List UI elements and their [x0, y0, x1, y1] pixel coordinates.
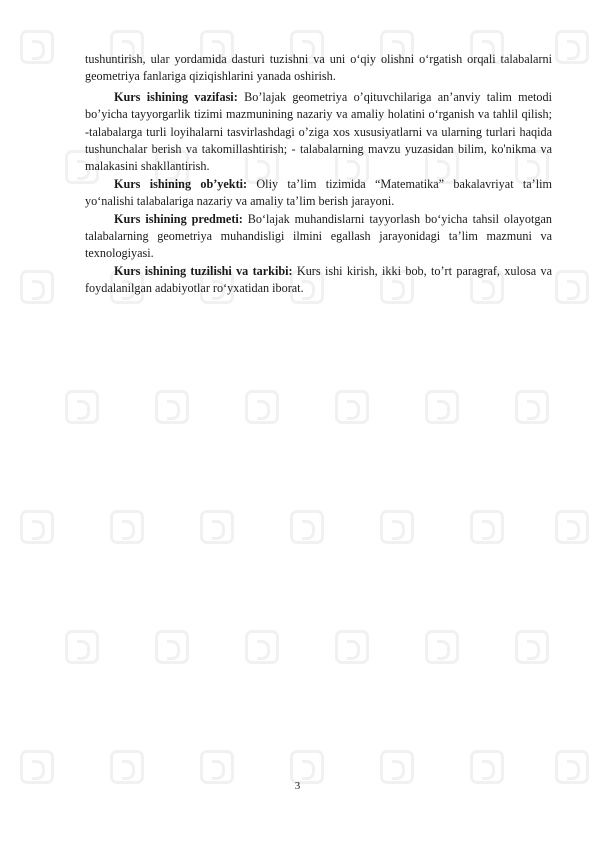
paragraph-label: Kurs ishining vazifasi: [114, 89, 238, 104]
watermark-tile [425, 630, 459, 664]
watermark-tile [245, 630, 279, 664]
watermark-tile [110, 510, 144, 544]
watermark-tile [155, 390, 189, 424]
body-text [85, 51, 552, 298]
paragraph-label: Kurs ishining ob’yekti: [114, 176, 248, 191]
watermark-tile [20, 30, 54, 64]
watermark-tile [155, 630, 189, 664]
paragraph-tasks [85, 89, 552, 176]
watermark-tile [290, 750, 324, 784]
paragraph-text: Bo’lajak geometriya o’qituvchilariga an’anviy talim metodi bo’yicha tayyorgarlik tizimi mazmunining nazariy va amaliy holatini o‘rganish va tahlil qilish; -talabalarga turli loyihalarni tasvirlashdagi o’ziga xos xususiyatlarni va ularning turlari haqida tushunchalar berish va takomillashtirish; - talabalarning mavzu yuzasidan bilim, ko'nikma va malakasini shakllantirish. [85, 89, 552, 174]
watermark-tile [555, 30, 589, 64]
watermark-tile [65, 630, 99, 664]
watermark-tile [110, 750, 144, 784]
watermark-tile [335, 390, 369, 424]
paragraph-text: Bo‘lajak muhandislarni tayyorlash bo‘yicha tahsil olayotgan talabalarning geometriya muhandisligi ilmini egallash jarayonidagi ta’lim mazmuni va texnologiyasi. [85, 211, 552, 261]
paragraph-text: tushuntirish, ular yordamida dasturi tuzishni va uni o‘qiy olishni o‘rgatish orqali talabalarni geometriya fanlariga qiziqishlarini yanada oshirish. [85, 52, 552, 84]
watermark-tile [470, 750, 504, 784]
watermark-tile [335, 630, 369, 664]
paragraph-object [85, 176, 552, 211]
watermark-tile [515, 390, 549, 424]
watermark-tile [380, 510, 414, 544]
page-number: 3 [294, 780, 301, 792]
watermark-tile [380, 750, 414, 784]
watermark-tile [425, 390, 459, 424]
watermark-tile [65, 390, 99, 424]
paragraph-subject [85, 211, 552, 263]
watermark-tile [20, 510, 54, 544]
watermark-tile [515, 630, 549, 664]
watermark-tile [555, 270, 589, 304]
watermark-tile [245, 390, 279, 424]
watermark-tile [20, 750, 54, 784]
paragraph-intro-continuation [85, 51, 552, 86]
watermark-tile [20, 270, 54, 304]
paragraph-label: Kurs ishining tuzilishi va tarkibi: [114, 263, 293, 278]
watermark-tile [200, 510, 234, 544]
watermark-tile [470, 510, 504, 544]
watermark-tile [555, 750, 589, 784]
watermark-tile [200, 750, 234, 784]
paragraph-label: Kurs ishining predmeti: [114, 211, 243, 226]
paragraph-structure [85, 263, 552, 298]
watermark-tile [555, 510, 589, 544]
paragraph-text: Oliy ta’lim tizimida “Matematika” bakalavriyat ta’lim yo‘nalishi talabalariga nazariy va amaliy ta’lim berish jarayoni. [85, 176, 552, 209]
watermark-tile [290, 510, 324, 544]
paragraph-text: Kurs ishi kirish, ikki bob, to’rt paragraf, xulosa va foydalanilgan adabiyotlar ro‘yxatidan iborat. [85, 263, 552, 296]
